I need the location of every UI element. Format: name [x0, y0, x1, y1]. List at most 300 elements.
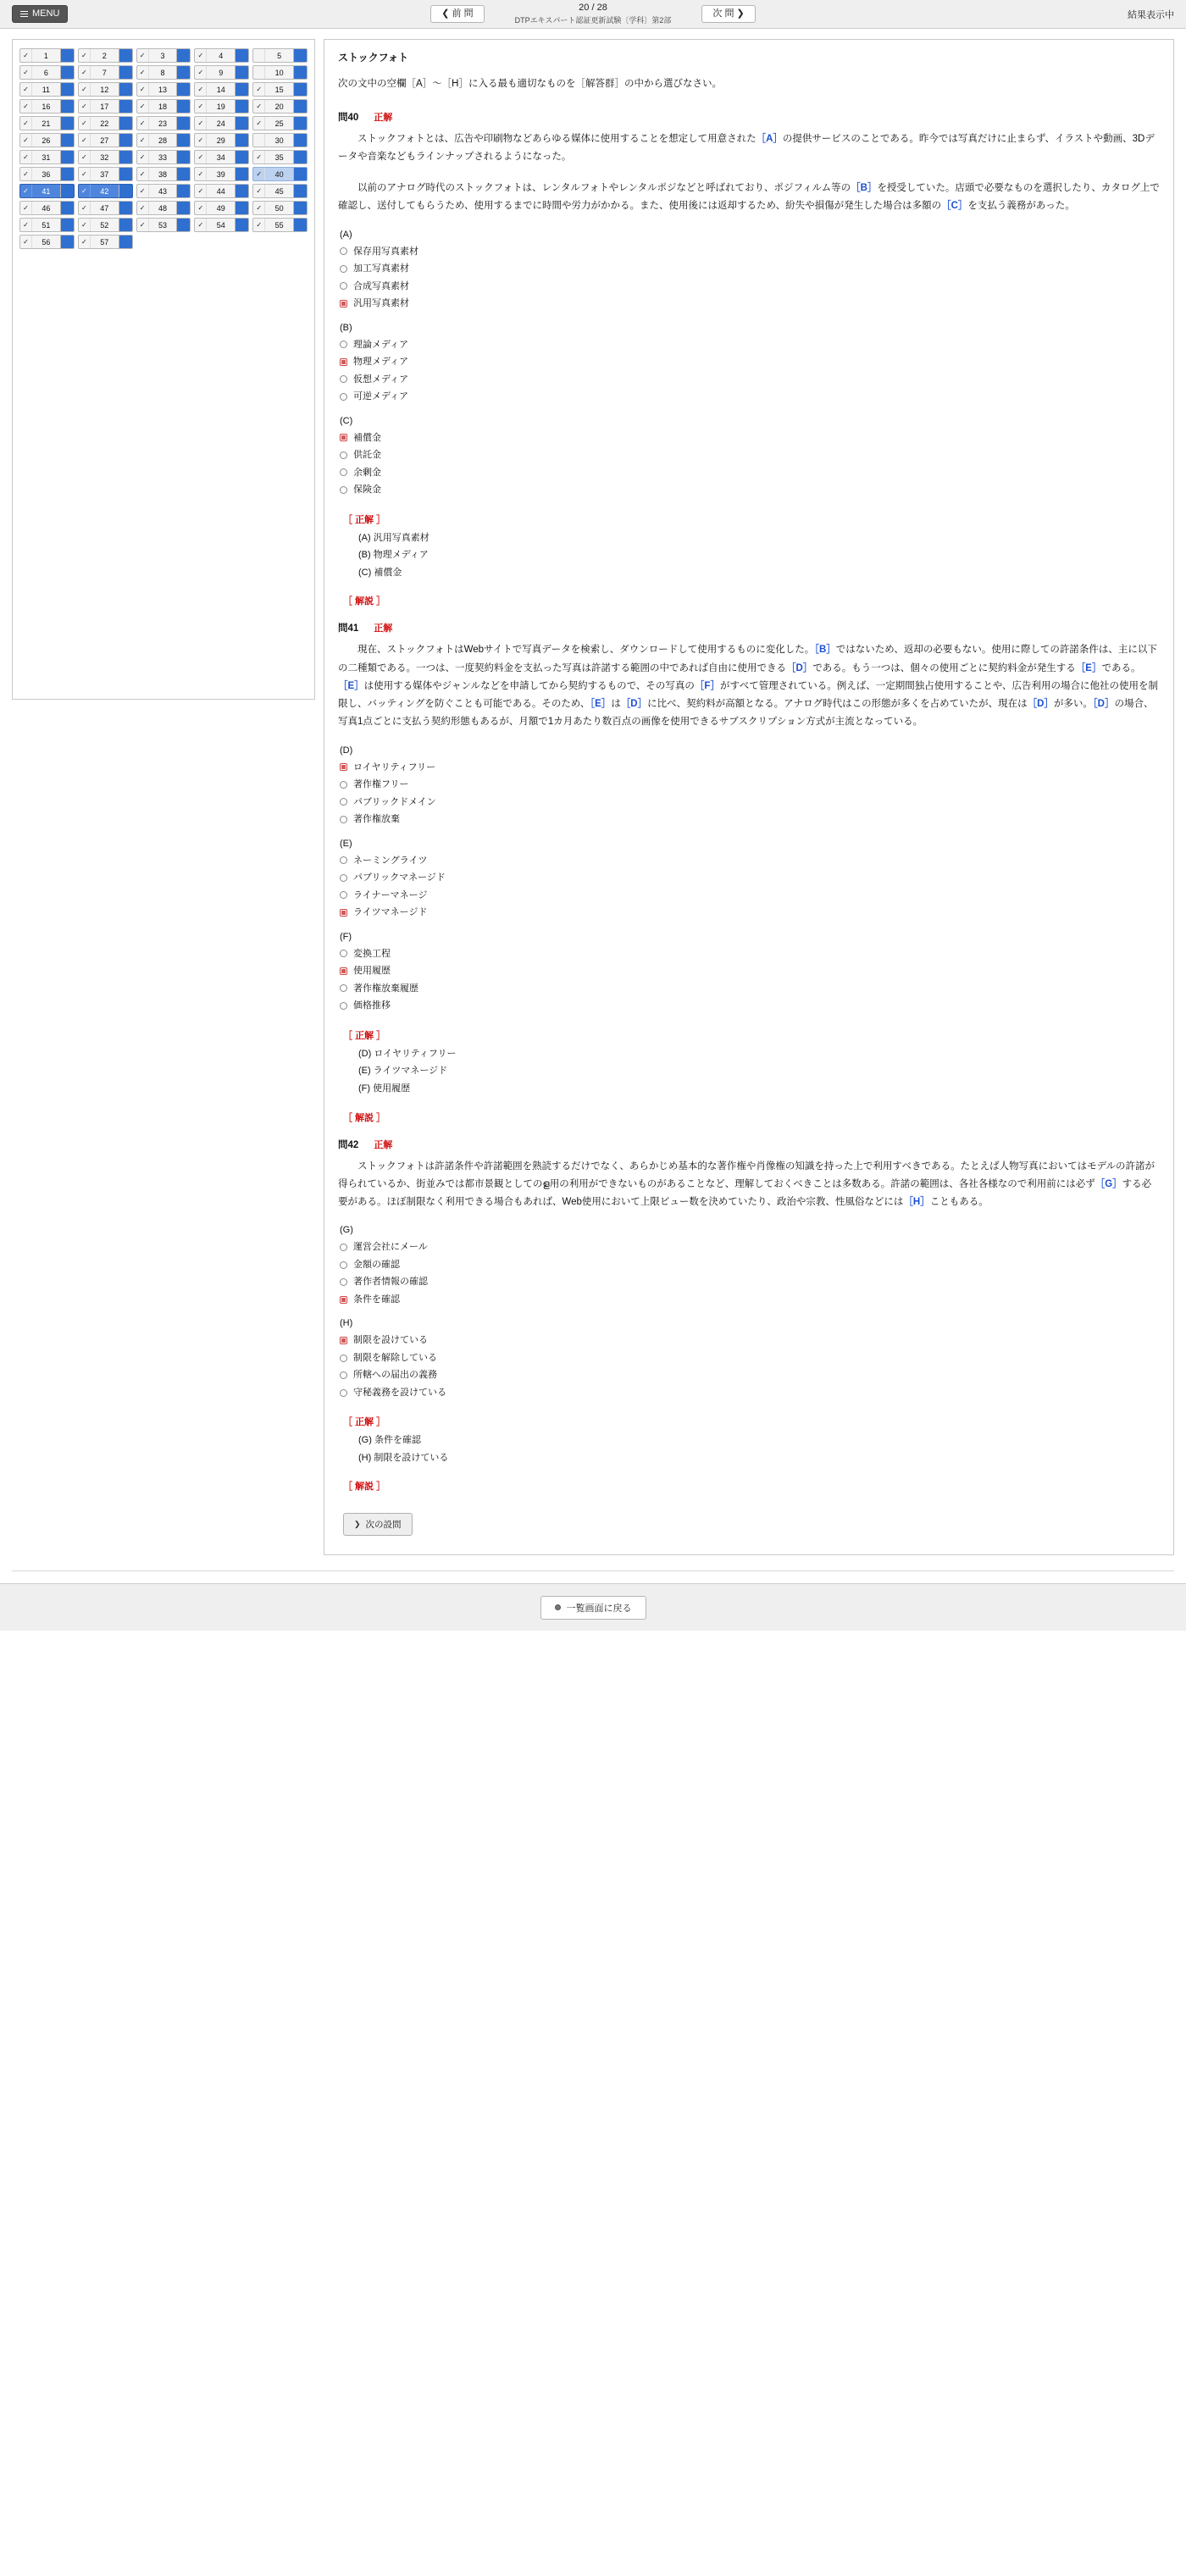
palette-cell-number: 36 [42, 169, 51, 179]
palette-check-icon: ✓ [195, 49, 207, 62]
palette-check-icon: ✓ [137, 83, 149, 96]
palette-cell-44[interactable] [194, 184, 249, 198]
radio-checked-icon[interactable] [340, 1337, 347, 1344]
menu-button-label: MENU [32, 8, 60, 19]
palette-cell-9[interactable] [194, 65, 249, 80]
palette-cell-number: 38 [158, 169, 167, 179]
next-question-button[interactable] [701, 5, 755, 23]
blank-tag: ［C］ [941, 201, 968, 212]
palette-cell-2[interactable] [78, 48, 133, 63]
palette-check-icon: ✓ [137, 168, 149, 180]
explanation-heading: ［ 解説 ］ [343, 596, 386, 607]
palette-check-icon: ✓ [253, 202, 265, 214]
palette-cell-51[interactable] [19, 218, 75, 232]
palette-cell-10[interactable] [252, 65, 308, 80]
question-result-badge: 正解 [374, 112, 393, 123]
radio-unchecked-icon[interactable] [340, 393, 347, 401]
palette-cell-number: 43 [158, 186, 167, 196]
answer-option-label: 保険金 [353, 485, 381, 496]
palette-cell-1[interactable] [19, 48, 75, 63]
blank-tag: ［B］ [851, 183, 878, 194]
next-setsumon-button[interactable] [343, 1513, 413, 1536]
palette-cell-number: 52 [100, 220, 109, 230]
question-block [338, 1138, 1160, 1493]
palette-check-icon: ✓ [79, 100, 91, 113]
palette-cell-46[interactable] [19, 201, 75, 215]
blank-tag: ［F］ [694, 680, 720, 691]
palette-flag-icon [293, 219, 307, 231]
palette-cell-number: 28 [158, 136, 167, 145]
palette-check-icon: ✓ [195, 134, 207, 147]
correct-answer-line: (G) 条件を確認 [358, 1435, 421, 1446]
radio-unchecked-icon[interactable] [340, 1278, 347, 1286]
next-arrow-icon: ❯ [736, 8, 745, 19]
answer-group-label: (H) [340, 1318, 353, 1329]
palette-cell-22[interactable] [78, 116, 133, 130]
answer-option[interactable] [338, 869, 1160, 887]
question-result-badge: 正解 [374, 623, 393, 634]
palette-flag-icon [119, 134, 132, 147]
back-to-list-label: 一覧画面に戻る [566, 1603, 632, 1614]
radio-checked-icon[interactable] [340, 1296, 347, 1304]
question-text-fragment: である。もう一つは、個々の使用ごとに契約料金が発生する [812, 662, 1076, 673]
radio-unchecked-icon[interactable] [340, 282, 347, 290]
palette-flag-icon [235, 100, 248, 113]
palette-cell-number: 14 [216, 85, 225, 94]
radio-unchecked-icon[interactable] [340, 1354, 347, 1362]
palette-cell-number: 20 [274, 102, 284, 111]
question-header [338, 1138, 1160, 1151]
answer-option[interactable] [338, 481, 1160, 499]
palette-cell-12[interactable] [78, 82, 133, 97]
palette-flag-icon [60, 83, 74, 96]
answer-option-label: 加工写真素材 [353, 263, 409, 274]
correct-answer-line: (F) 使用履歴 [358, 1083, 411, 1094]
palette-check-icon: ✓ [195, 151, 207, 163]
palette-cell-31[interactable] [19, 150, 75, 164]
content-title: ストックフォト [338, 52, 409, 64]
question-number: 問41 [338, 623, 359, 634]
palette-flag-icon [119, 100, 132, 113]
palette-cell-57[interactable] [78, 235, 133, 249]
palette-flag-icon [176, 117, 190, 130]
palette-check-icon: ✓ [195, 100, 207, 113]
palette-cell-5[interactable] [252, 48, 308, 63]
correct-answer-heading: ［ 正解 ］ [343, 1030, 386, 1041]
question-text-fragment: の場合、写真1点ごとに支払う契約形態もあるが、月額で1カ月あたり数百点の画像を使用できるサブスクリプション方式が主流となっている。 [338, 699, 1154, 728]
answer-option[interactable] [338, 1332, 1160, 1349]
question-text-fragment: は使用する媒体やジャンルなどを申請してから契約するもので、その写真の [363, 680, 695, 691]
palette-check-icon: ✓ [253, 100, 265, 113]
answer-option[interactable] [338, 336, 1160, 354]
palette-cell-number: 21 [42, 119, 51, 128]
radio-checked-icon[interactable] [340, 909, 347, 917]
palette-cell-25[interactable] [252, 116, 308, 130]
palette-cell-37[interactable] [78, 167, 133, 181]
question-palette [12, 39, 315, 700]
answer-option[interactable] [338, 1256, 1160, 1274]
palette-flag-icon [176, 185, 190, 197]
correct-answer-line: (D) ロイヤリティフリー [358, 1048, 457, 1059]
palette-flag-icon [293, 202, 307, 214]
palette-cell-15[interactable] [252, 82, 308, 97]
palette-check-icon: ✓ [137, 100, 149, 113]
palette-check-icon: ✓ [253, 185, 265, 197]
radio-unchecked-icon[interactable] [340, 375, 347, 383]
answer-option-label: 変換工程 [353, 948, 391, 959]
question-paragraph [338, 130, 1160, 167]
answer-option[interactable] [338, 962, 1160, 980]
answer-option[interactable] [338, 260, 1160, 278]
palette-cell-3[interactable] [136, 48, 191, 63]
back-to-list-button[interactable] [540, 1596, 646, 1620]
palette-flag-icon [176, 49, 190, 62]
answer-option[interactable] [338, 759, 1160, 777]
answer-option[interactable] [338, 353, 1160, 371]
palette-cell-50[interactable] [252, 201, 308, 215]
answer-option-label: 補償金 [353, 432, 381, 443]
answer-option[interactable] [338, 1349, 1160, 1367]
answer-option-label: ライナーマネージ [353, 889, 428, 900]
palette-check-icon: ✓ [137, 134, 149, 147]
palette-cell-45[interactable] [252, 184, 308, 198]
palette-cell-42[interactable] [78, 184, 133, 198]
palette-cell-number: 41 [42, 186, 51, 196]
palette-cell-41[interactable] [19, 184, 75, 198]
answer-option[interactable] [338, 1384, 1160, 1402]
palette-cell-number: 24 [216, 119, 225, 128]
palette-cell-52[interactable] [78, 218, 133, 232]
top-toolbar [0, 0, 1186, 29]
radio-unchecked-icon[interactable] [340, 781, 347, 789]
answer-option[interactable] [338, 278, 1160, 296]
palette-flag-icon [119, 117, 132, 130]
answer-option[interactable] [338, 887, 1160, 905]
palette-flag-icon [235, 134, 248, 147]
radio-unchecked-icon[interactable] [340, 950, 347, 957]
palette-check-icon: ✓ [79, 168, 91, 180]
answer-group [338, 1318, 1160, 1401]
answer-option[interactable] [338, 811, 1160, 828]
answer-group [338, 839, 1160, 922]
question-block [338, 621, 1160, 1123]
palette-check-icon: ✓ [79, 117, 91, 130]
palette-cell-28[interactable] [136, 133, 191, 147]
answer-option-label: 守秘義務を設けている [353, 1387, 446, 1398]
palette-check-icon: ✓ [20, 219, 32, 231]
palette-cell-47[interactable] [78, 201, 133, 215]
radio-unchecked-icon[interactable] [340, 1371, 347, 1379]
answer-group-label: (G) [340, 1225, 353, 1236]
answer-option-label: 合成写真素材 [353, 280, 409, 291]
circle-icon [555, 1604, 561, 1610]
correct-answer-line: (C) 補償金 [358, 567, 402, 578]
palette-cell-32[interactable] [78, 150, 133, 164]
palette-cell-number: 4 [219, 51, 224, 60]
palette-cell-38[interactable] [136, 167, 191, 181]
radio-unchecked-icon[interactable] [340, 984, 347, 992]
palette-cell-number: 30 [274, 136, 284, 145]
palette-cell-14[interactable] [194, 82, 249, 97]
palette-cell-26[interactable] [19, 133, 75, 147]
palette-check-icon: ✓ [137, 202, 149, 214]
radio-unchecked-icon[interactable] [340, 1261, 347, 1269]
question-text-fragment: を支払う義務があった。 [967, 201, 1075, 212]
question-text-fragment: が多い。 [1053, 699, 1093, 710]
palette-cell-6[interactable] [19, 65, 75, 80]
answer-option[interactable] [338, 776, 1160, 794]
blank-tag: ［E］ [1075, 662, 1102, 673]
question-paragraph [338, 180, 1160, 216]
palette-cell-number: 39 [216, 169, 225, 179]
answer-group [338, 230, 1160, 313]
palette-cell-17[interactable] [78, 99, 133, 114]
palette-cell-16[interactable] [19, 99, 75, 114]
radio-unchecked-icon[interactable] [340, 891, 347, 899]
palette-cell-number: 10 [274, 68, 284, 77]
answer-option[interactable] [338, 1238, 1160, 1256]
palette-flag-icon [293, 100, 307, 113]
menu-button[interactable] [12, 5, 68, 23]
palette-cell-48[interactable] [136, 201, 191, 215]
palette-cell-number: 55 [274, 220, 284, 230]
answer-option[interactable] [338, 794, 1160, 812]
chevron-right-icon: ❯ [354, 1520, 361, 1529]
answer-option[interactable] [338, 1366, 1160, 1384]
answer-option[interactable] [338, 243, 1160, 261]
radio-unchecked-icon[interactable] [340, 1389, 347, 1397]
answer-option[interactable] [338, 1291, 1160, 1309]
radio-unchecked-icon[interactable] [340, 265, 347, 273]
radio-checked-icon[interactable] [340, 358, 347, 366]
palette-cell-number: 54 [216, 220, 225, 230]
palette-cell-number: 47 [100, 203, 109, 213]
palette-cell-53[interactable] [136, 218, 191, 232]
radio-unchecked-icon[interactable] [340, 1244, 347, 1251]
palette-flag-icon [235, 83, 248, 96]
question-text-fragment: を授受していた。店頭で必要なものを選択したり、カタログ上で確認し、送付してもらうため、使用するまでに時間や労力がかかる。また、使用後には返却するため、紛失や損傷が発生した場合は多額の [338, 183, 1160, 212]
radio-checked-icon[interactable] [340, 434, 347, 441]
next-question-label: 次 問 [712, 8, 734, 19]
answer-option-label: 汎用写真素材 [353, 298, 409, 309]
radio-unchecked-icon[interactable] [340, 874, 347, 882]
answer-option[interactable] [338, 371, 1160, 389]
palette-check-icon: ✓ [20, 49, 32, 62]
radio-unchecked-icon[interactable] [340, 451, 347, 459]
blank-tag: ［G］ [1095, 1178, 1122, 1189]
palette-flag-icon [60, 66, 74, 79]
progress-count: 20 / 28 [579, 3, 607, 13]
progress-indicator [515, 3, 672, 25]
question-text-fragment: する必要がある。ほぼ制限なく利用できる場合もあれば、Web使用において上限ビュー数を決めていたり、政治や宗教、性風俗などには [338, 1178, 1152, 1208]
radio-unchecked-icon[interactable] [340, 341, 347, 348]
palette-check-icon: ✓ [20, 134, 32, 147]
palette-cell-number: 31 [42, 152, 51, 162]
question-text-fragment: である。 [1101, 662, 1141, 673]
palette-cell-18[interactable] [136, 99, 191, 114]
correct-answer-box [343, 512, 1160, 581]
palette-cell-number: 49 [216, 203, 225, 213]
palette-cell-number: 1 [43, 51, 48, 60]
palette-check-icon: ✓ [253, 151, 265, 163]
palette-cell-23[interactable] [136, 116, 191, 130]
radio-unchecked-icon[interactable] [340, 468, 347, 476]
palette-cell-20[interactable] [252, 99, 308, 114]
palette-cell-35[interactable] [252, 150, 308, 164]
palette-flag-icon [235, 49, 248, 62]
answer-option[interactable] [338, 980, 1160, 998]
palette-check-icon [253, 66, 265, 79]
palette-cell-24[interactable] [194, 116, 249, 130]
answer-option-label: パブリックマネージド [353, 873, 446, 884]
palette-cell-34[interactable] [194, 150, 249, 164]
answer-option[interactable] [338, 295, 1160, 313]
palette-cell-number: 25 [274, 119, 284, 128]
question-result-badge: 正解 [374, 1139, 393, 1150]
content-lead: 次の文中の空欄［A］～［H］に入る最も適切なものを［解答群］の中から選びなさい。 [338, 79, 722, 89]
palette-flag-icon [235, 202, 248, 214]
palette-cell-33[interactable] [136, 150, 191, 164]
palette-cell-49[interactable] [194, 201, 249, 215]
palette-flag-icon [60, 202, 74, 214]
palette-cell-11[interactable] [19, 82, 75, 97]
radio-unchecked-icon[interactable] [340, 816, 347, 823]
radio-unchecked-icon[interactable] [340, 856, 347, 864]
correct-answer-heading: ［ 正解 ］ [343, 514, 386, 525]
palette-check-icon: ✓ [253, 168, 265, 180]
answer-option[interactable] [338, 1273, 1160, 1291]
palette-flag-icon [119, 49, 132, 62]
answer-option-label: 金額の確認 [353, 1259, 400, 1270]
correct-answer-box [343, 1028, 1160, 1097]
question-block [338, 110, 1160, 608]
question-paragraph [338, 641, 1160, 731]
answer-option-label: 運営会社にメール [353, 1242, 428, 1253]
radio-unchecked-icon[interactable] [340, 486, 347, 494]
palette-check-icon: ✓ [195, 117, 207, 130]
question-text-fragment: ではないため、返却の必要もない。使用に際しての許諾条件は、主に以下の二種類である。一つは、一度契約料金を支払った写真は許諾する範囲の中であれば自由に使用できる [338, 645, 1157, 673]
palette-cell-21[interactable] [19, 116, 75, 130]
answer-option-label: 著作権放棄 [353, 814, 400, 825]
palette-check-icon: ✓ [137, 66, 149, 79]
radio-checked-icon[interactable] [340, 967, 347, 975]
answer-option-label: 可逆メディア [353, 391, 409, 402]
palette-cell-29[interactable] [194, 133, 249, 147]
palette-cell-19[interactable] [194, 99, 249, 114]
answer-option-label: 条件を確認 [353, 1294, 400, 1305]
palette-cell-56[interactable] [19, 235, 75, 249]
palette-cell-13[interactable] [136, 82, 191, 97]
palette-flag-icon [235, 168, 248, 180]
question-text-fragment: こともある。 [929, 1197, 989, 1208]
radio-unchecked-icon[interactable] [340, 247, 347, 255]
palette-check-icon: ✓ [20, 83, 32, 96]
palette-cell-40[interactable] [252, 167, 308, 181]
answer-group-label: (D) [340, 745, 353, 756]
palette-flag-icon [60, 235, 74, 248]
answer-option-label: 余剰金 [353, 467, 381, 478]
radio-unchecked-icon[interactable] [340, 1002, 347, 1010]
palette-cell-43[interactable] [136, 184, 191, 198]
palette-cell-number: 29 [216, 136, 225, 145]
answer-group-label: (F) [340, 931, 352, 942]
answer-option[interactable] [338, 904, 1160, 922]
palette-cell-number: 13 [158, 85, 167, 94]
question-paragraph [338, 1158, 1160, 1212]
palette-cell-54[interactable] [194, 218, 249, 232]
palette-cell-number: 3 [160, 51, 165, 60]
answer-option[interactable] [338, 388, 1160, 406]
palette-flag-icon [60, 219, 74, 231]
palette-flag-icon [235, 219, 248, 231]
answer-option[interactable] [338, 464, 1160, 482]
palette-flag-icon [60, 151, 74, 163]
palette-cell-27[interactable] [78, 133, 133, 147]
radio-unchecked-icon[interactable] [340, 798, 347, 806]
answer-option[interactable] [338, 446, 1160, 464]
palette-flag-icon [235, 66, 248, 79]
blank-tag: ［E］ [338, 680, 364, 691]
palette-check-icon: ✓ [137, 151, 149, 163]
palette-cell-4[interactable] [194, 48, 249, 63]
palette-flag-icon [235, 151, 248, 163]
answer-option-label: 保存用写真素材 [353, 246, 418, 257]
palette-cell-55[interactable] [252, 218, 308, 232]
prev-question-button[interactable] [430, 5, 484, 23]
answer-group-label: (E) [340, 838, 352, 849]
radio-checked-icon[interactable] [340, 300, 347, 307]
palette-flag-icon [60, 185, 74, 197]
palette-check-icon: ✓ [137, 117, 149, 130]
question-text-fragment: ストックフォトとは、広告や印刷物などあらゆる媒体に使用することを想定して用意された [347, 133, 756, 144]
palette-cell-number: 18 [158, 102, 167, 111]
answer-option-label: 理論メディア [353, 339, 409, 350]
correct-answer-heading: ［ 正解 ］ [343, 1417, 386, 1428]
palette-cell-7[interactable] [78, 65, 133, 80]
palette-cell-number: 5 [277, 51, 282, 60]
palette-check-icon: ✓ [253, 219, 265, 231]
answer-option[interactable] [338, 997, 1160, 1015]
palette-cell-number: 9 [219, 68, 224, 77]
blank-tag: ［D］ [620, 699, 648, 710]
palette-check-icon: ✓ [195, 66, 207, 79]
palette-flag-icon [119, 168, 132, 180]
radio-checked-icon[interactable] [340, 763, 347, 771]
questions-host [338, 110, 1160, 1493]
answer-option[interactable] [338, 945, 1160, 963]
palette-flag-icon [119, 83, 132, 96]
answer-option-label: 供託金 [353, 450, 381, 461]
palette-flag-icon [60, 49, 74, 62]
answer-option[interactable] [338, 852, 1160, 870]
palette-check-icon: ✓ [253, 83, 265, 96]
palette-cell-36[interactable] [19, 167, 75, 181]
exam-title: DTPエキスパート認証更新試験〔学科〕第2部 [514, 15, 672, 25]
palette-cell-30[interactable] [252, 133, 308, 147]
blank-tag: ［A］ [756, 133, 783, 144]
correct-answer-line: (A) 汎用写真素材 [358, 532, 430, 543]
question-grid [19, 48, 308, 249]
page-body [0, 29, 1186, 1555]
palette-cell-8[interactable] [136, 65, 191, 80]
prev-arrow-icon: ❮ [441, 8, 450, 19]
palette-flag-icon [60, 117, 74, 130]
palette-cell-39[interactable] [194, 167, 249, 181]
answer-option[interactable] [338, 429, 1160, 447]
palette-cell-number: 40 [274, 169, 284, 179]
blank-tag: ［H］ [903, 1197, 930, 1208]
question-text-fragment: 以前のアナログ時代のストックフォトは、レンタルフォトやレンタルポジなどと呼ばれており、ポジフィルム等の [347, 183, 851, 194]
